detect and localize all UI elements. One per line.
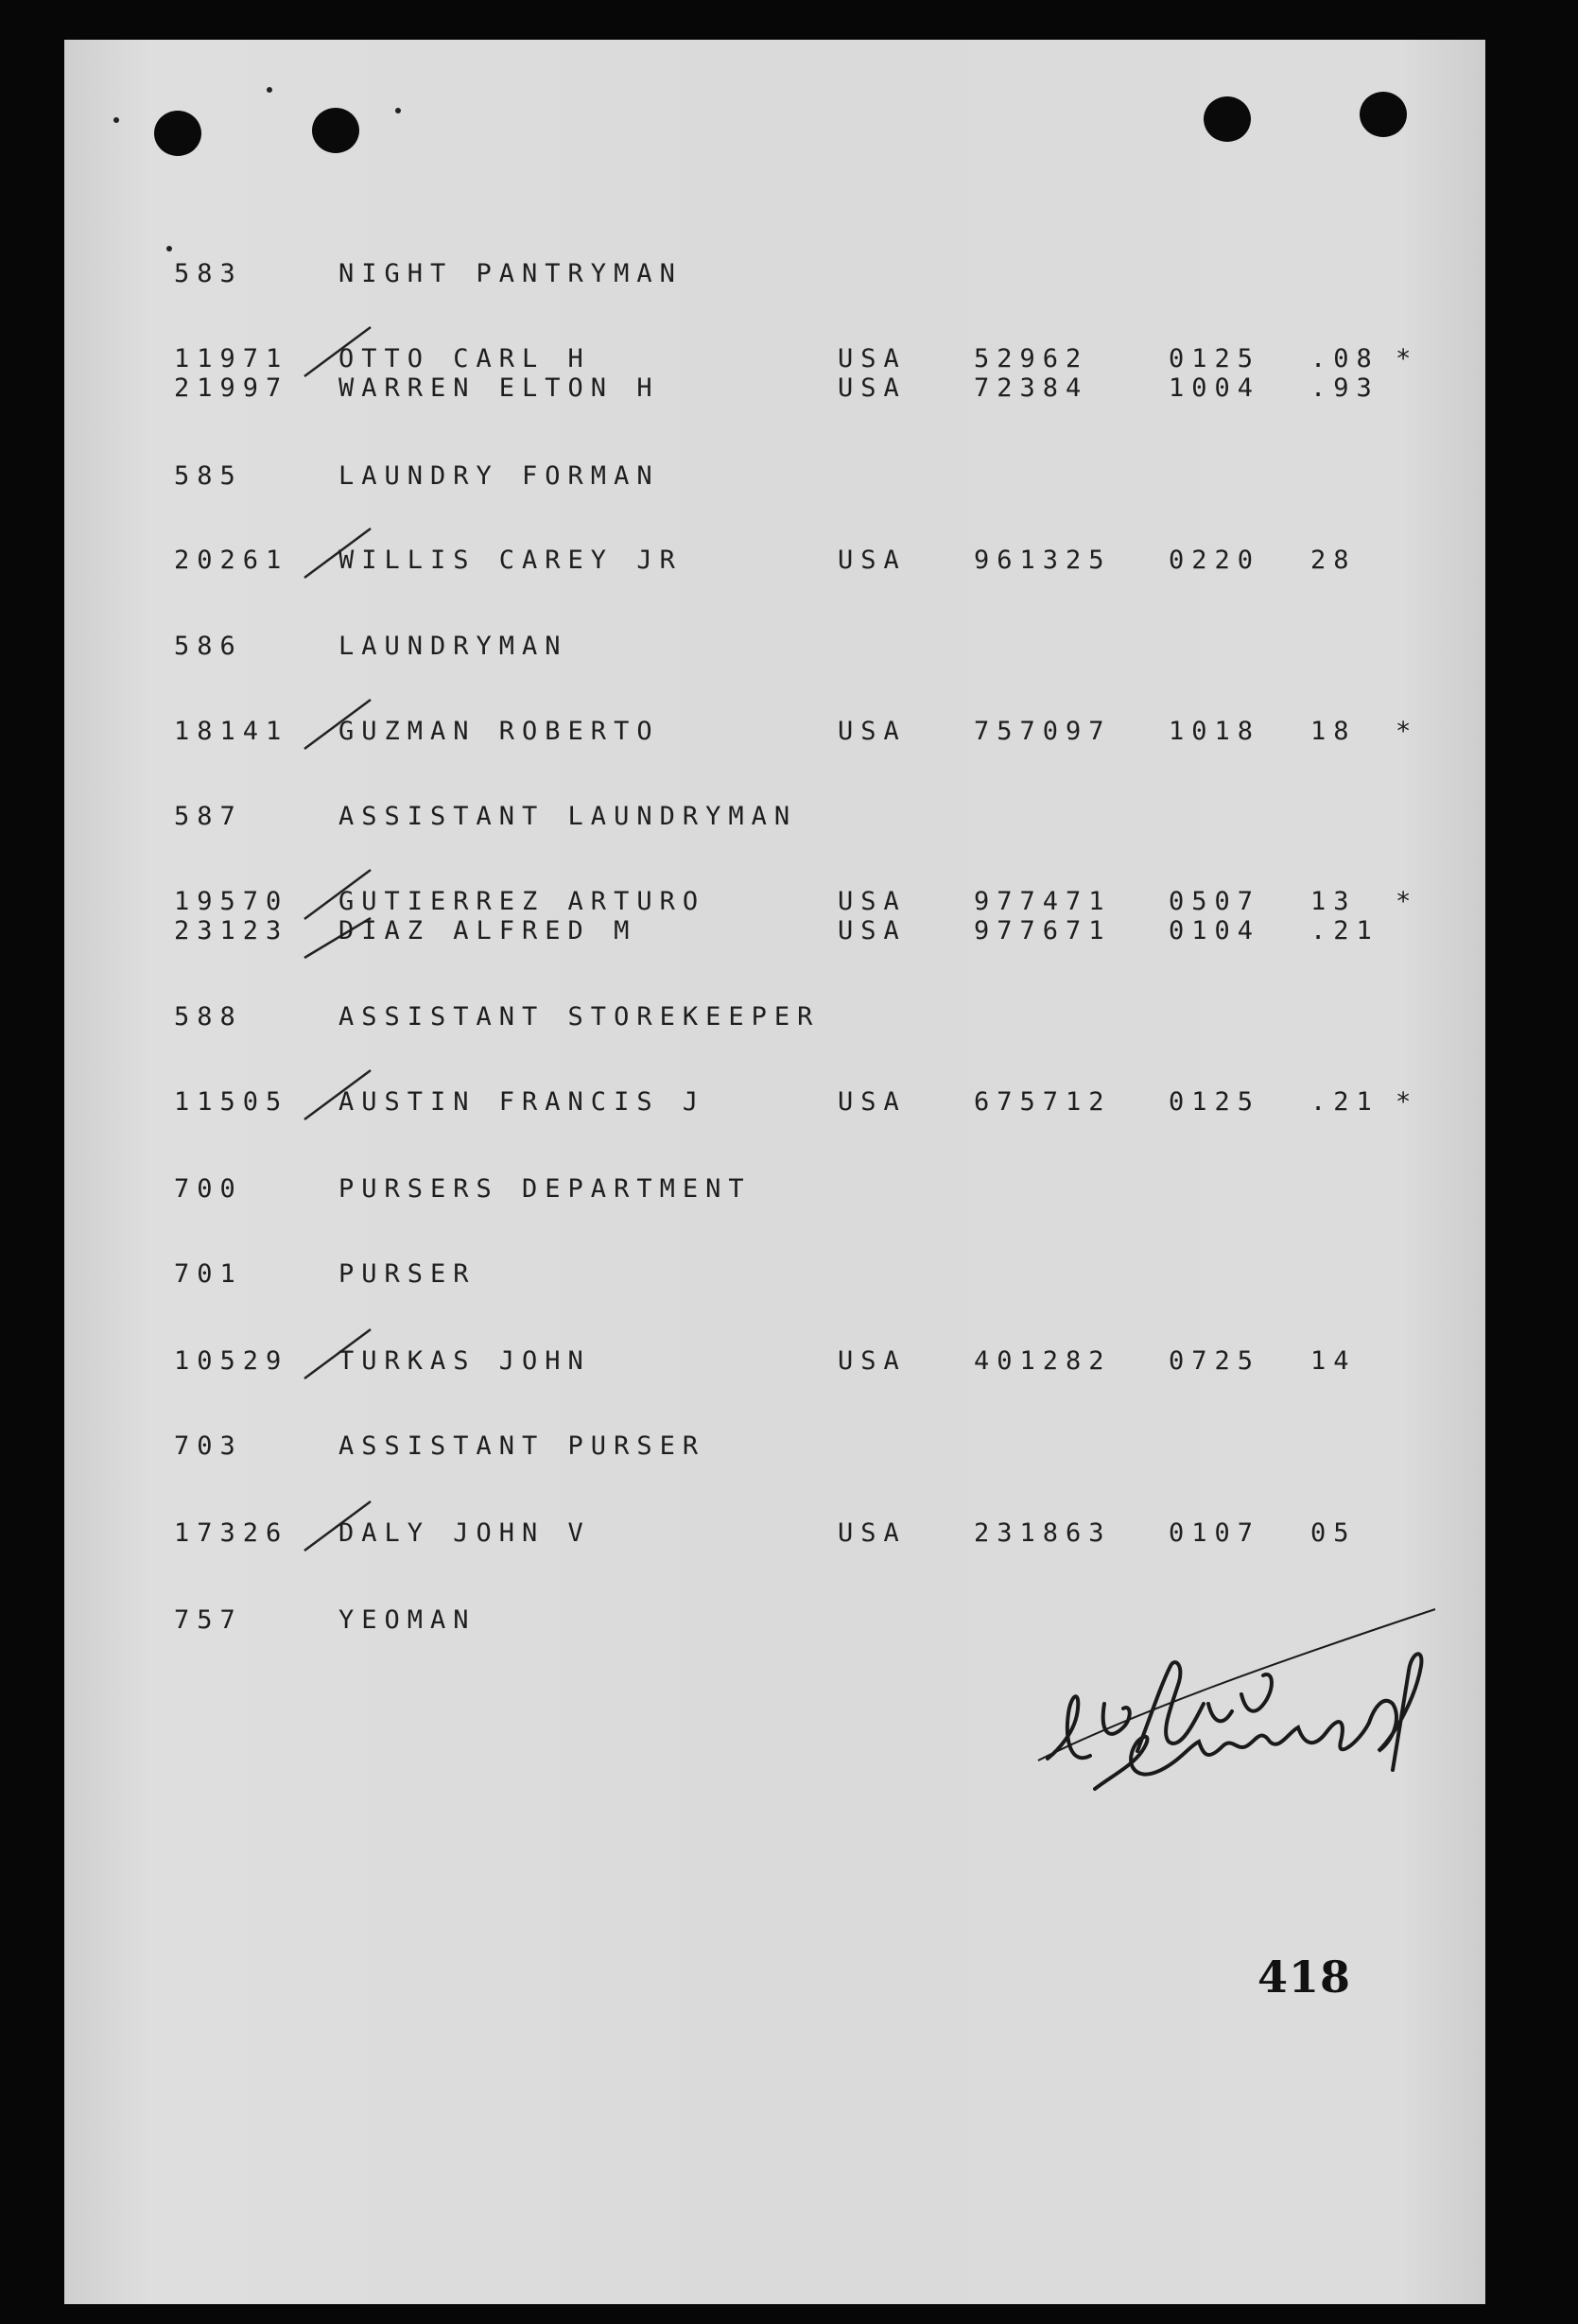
punch-hole <box>1204 96 1251 142</box>
section-title: ASSISTANT STOREKEEPER <box>338 1002 821 1032</box>
entry-name: WILLIS CAREY JR <box>338 546 683 575</box>
entry-citizenship: USA <box>838 1087 907 1117</box>
entry-number: 72384 <box>974 373 1089 403</box>
section-header <box>64 1431 1485 1466</box>
section-title: LAUNDRYMAN <box>338 632 568 661</box>
entry-citizenship: USA <box>838 546 907 575</box>
entry-date: 0725 <box>1169 1346 1261 1376</box>
entry-date: 0220 <box>1169 546 1261 575</box>
section-title: PURSERS DEPARTMENT <box>338 1174 752 1204</box>
document-page <box>64 40 1485 2304</box>
section-code: 701 <box>174 1259 243 1289</box>
entry-value: .21 <box>1310 1087 1379 1117</box>
punch-hole <box>1360 92 1407 137</box>
paper-speck <box>113 117 119 123</box>
paper-speck <box>267 87 272 93</box>
entry-citizenship: USA <box>838 1346 907 1376</box>
section-code: 586 <box>174 632 243 661</box>
entry-citizenship: USA <box>838 1518 907 1548</box>
section-header <box>64 632 1485 666</box>
entry-id: 19570 <box>174 887 289 916</box>
section-title: YEOMAN <box>338 1605 477 1635</box>
section-title: ASSISTANT PURSER <box>338 1431 706 1461</box>
entry-value: .93 <box>1310 373 1379 403</box>
crew-entry <box>64 717 1485 751</box>
asterisk-mark: * <box>1396 717 1412 746</box>
section-code: 703 <box>174 1431 243 1461</box>
entry-date: 0104 <box>1169 916 1261 945</box>
handwritten-signature <box>1019 1600 1473 1817</box>
crew-entry <box>64 1087 1485 1121</box>
crew-entry <box>64 916 1485 950</box>
entry-date: 0125 <box>1169 344 1261 373</box>
entry-value: .21 <box>1310 916 1379 945</box>
section-header <box>64 259 1485 293</box>
entry-value: 05 <box>1310 1518 1357 1548</box>
crew-entry <box>64 546 1485 580</box>
page-number: 418 <box>1257 1951 1352 2003</box>
entry-number: 675712 <box>974 1087 1112 1117</box>
crew-entry <box>64 1346 1485 1380</box>
entry-number: 52962 <box>974 344 1089 373</box>
entry-id: 21997 <box>174 373 289 403</box>
section-title: LAUNDRY FORMAN <box>338 461 660 491</box>
entry-number: 757097 <box>974 717 1112 746</box>
entry-name: TURKAS JOHN <box>338 1346 591 1376</box>
punch-hole <box>312 108 359 153</box>
entry-name: DALY JOHN V <box>338 1518 591 1548</box>
entry-citizenship: USA <box>838 373 907 403</box>
asterisk-mark: * <box>1396 887 1412 916</box>
entry-citizenship: USA <box>838 887 907 916</box>
entry-name: GUTIERREZ ARTURO <box>338 887 706 916</box>
section-code: 587 <box>174 802 243 831</box>
entry-name: AUSTIN FRANCIS J <box>338 1087 706 1117</box>
section-code: 588 <box>174 1002 243 1032</box>
crew-entry <box>64 373 1485 408</box>
section-header <box>64 1002 1485 1036</box>
section-header <box>64 1174 1485 1208</box>
paper-speck <box>166 246 172 251</box>
section-title: ASSISTANT LAUNDRYMAN <box>338 802 798 831</box>
punch-hole <box>154 111 201 156</box>
section-header <box>64 461 1485 495</box>
entry-value: 28 <box>1310 546 1357 575</box>
entry-citizenship: USA <box>838 916 907 945</box>
entry-number: 231863 <box>974 1518 1112 1548</box>
section-title: NIGHT PANTRYMAN <box>338 259 683 288</box>
entry-id: 10529 <box>174 1346 289 1376</box>
entry-citizenship: USA <box>838 717 907 746</box>
entry-name: WARREN ELTON H <box>338 373 660 403</box>
entry-date: 0125 <box>1169 1087 1261 1117</box>
paper-speck <box>395 108 401 113</box>
entry-name: DIAZ ALFRED M <box>338 916 637 945</box>
section-code: 585 <box>174 461 243 491</box>
entry-citizenship: USA <box>838 344 907 373</box>
section-header <box>64 1259 1485 1293</box>
entry-name: GUZMAN ROBERTO <box>338 717 660 746</box>
entry-number: 977471 <box>974 887 1112 916</box>
entry-value: .08 <box>1310 344 1379 373</box>
section-code: 700 <box>174 1174 243 1204</box>
section-code: 583 <box>174 259 243 288</box>
entry-date: 0107 <box>1169 1518 1261 1548</box>
entry-date: 1018 <box>1169 717 1261 746</box>
entry-id: 23123 <box>174 916 289 945</box>
entry-date: 0507 <box>1169 887 1261 916</box>
crew-entry <box>64 1518 1485 1552</box>
entry-id: 20261 <box>174 546 289 575</box>
entry-id: 11505 <box>174 1087 289 1117</box>
section-header <box>64 802 1485 836</box>
entry-id: 11971 <box>174 344 289 373</box>
entry-number: 401282 <box>974 1346 1112 1376</box>
entry-number: 961325 <box>974 546 1112 575</box>
signature-text: H McGrath Comm Ang <box>1019 1816 1030 1817</box>
asterisk-mark: * <box>1396 344 1412 373</box>
section-code: 757 <box>174 1605 243 1635</box>
entry-name: OTTO CARL H <box>338 344 591 373</box>
section-title: PURSER <box>338 1259 477 1289</box>
entry-id: 18141 <box>174 717 289 746</box>
entry-value: 14 <box>1310 1346 1357 1376</box>
entry-value: 18 <box>1310 717 1357 746</box>
entry-value: 13 <box>1310 887 1357 916</box>
entry-id: 17326 <box>174 1518 289 1548</box>
entry-number: 977671 <box>974 916 1112 945</box>
entry-date: 1004 <box>1169 373 1261 403</box>
asterisk-mark: * <box>1396 1087 1412 1117</box>
